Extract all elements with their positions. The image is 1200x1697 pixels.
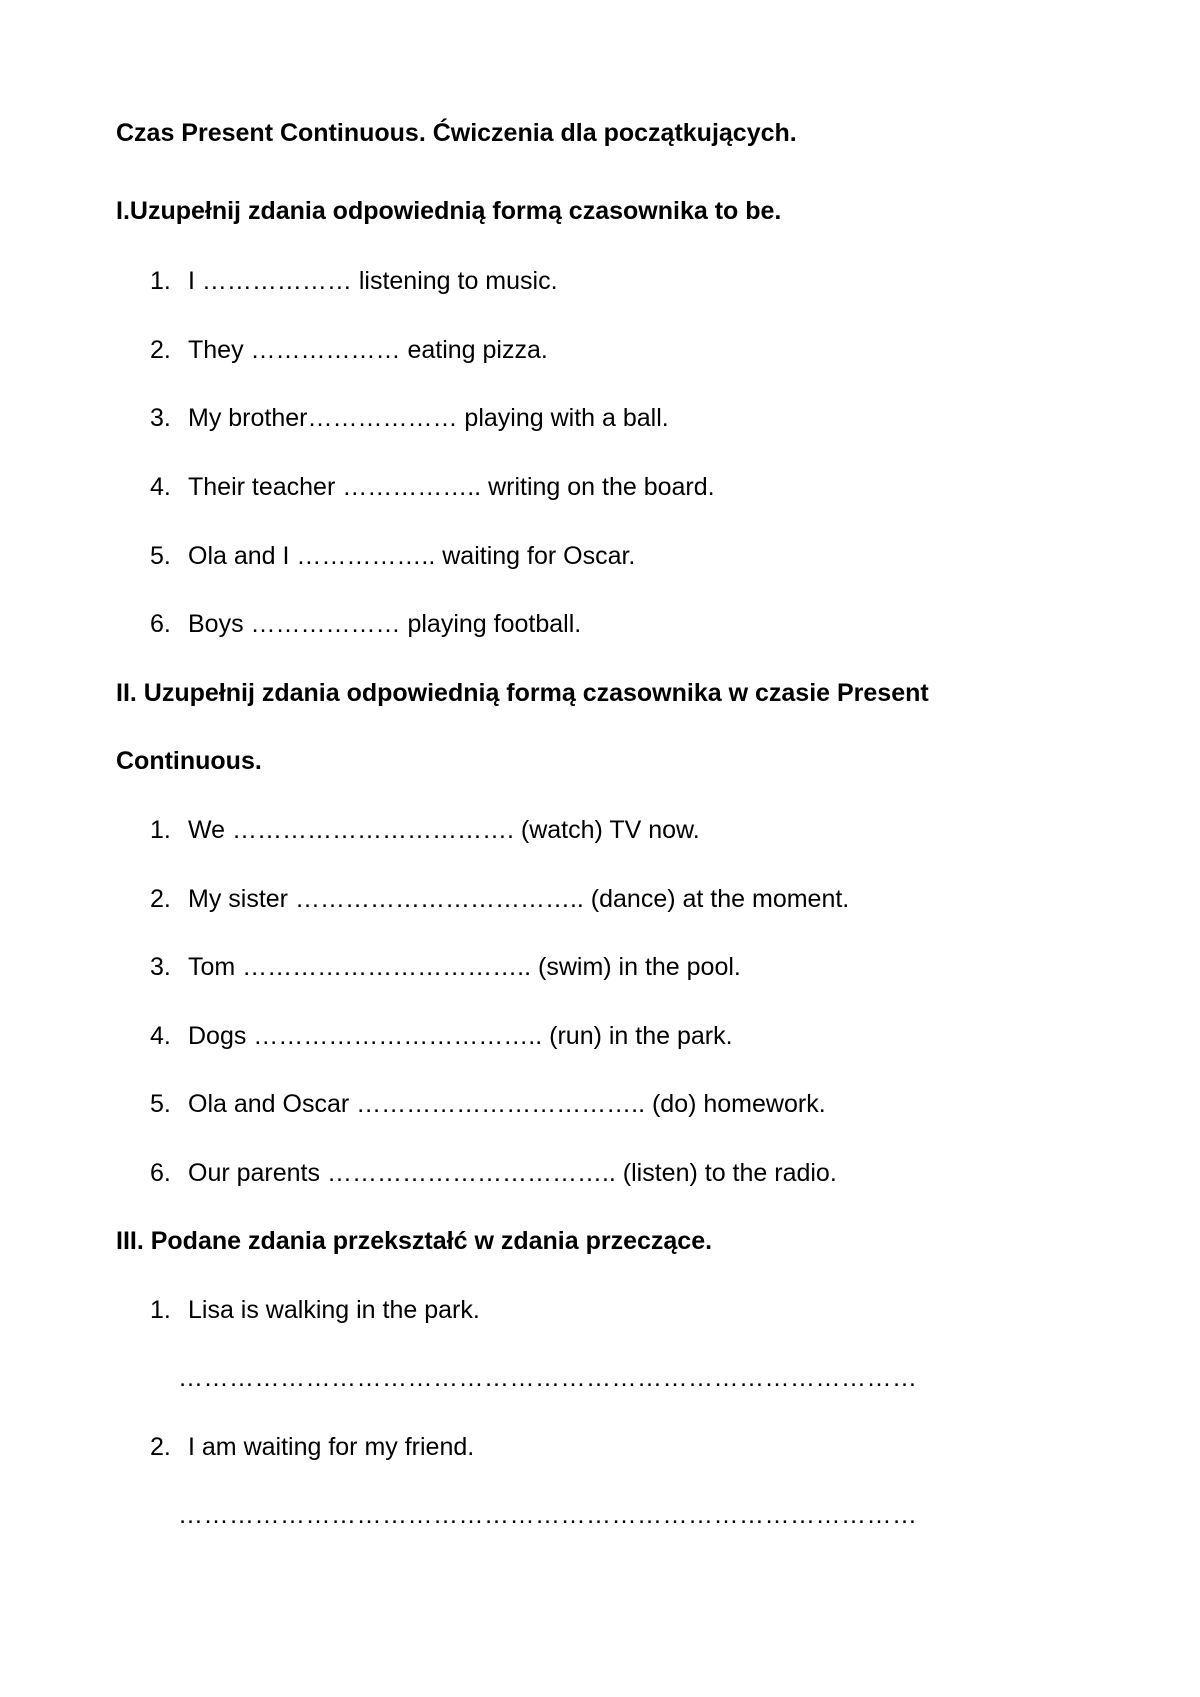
section-1-item-3 [150,403,669,433]
item-text: My sister …………………………….. (dance) at the moment. [188,885,850,913]
item-number: 1. [150,1296,171,1324]
item-number: 2. [150,1433,171,1461]
item-number: 4. [150,1022,171,1050]
item-text: We ……………………………. (watch) TV now. [188,816,700,844]
section-1-item-2 [150,335,548,365]
section-2-item-5 [150,1089,826,1119]
item-number: 4. [150,473,171,501]
item-text: Tom …………………………….. (swim) in the pool. [188,953,741,981]
section-2-item-2 [150,884,849,914]
item-number: 5. [150,1090,171,1118]
item-text: They ……………… eating pizza. [188,336,548,364]
item-text: Our parents …………………………….. (listen) to the radio. [188,1159,837,1187]
item-text: Dogs …………………………….. (run) in the park. [188,1022,733,1050]
item-number: 5. [150,542,171,570]
section-3-answer-line-1: …………………………………………………………………………… [178,1364,918,1392]
item-number: 1. [150,816,171,844]
section-2-item-6 [150,1158,837,1188]
item-number: 6. [150,1159,171,1187]
section-1-heading: I.Uzupełnij zdania odpowiednią formą czasownika to be. [116,197,782,225]
section-2-heading-line-1: II. Uzupełnij zdania odpowiednią formą czasownika w czasie Present [116,679,929,707]
section-1-item-4 [150,472,715,502]
item-text: Lisa is walking in the park. [188,1296,480,1324]
section-2-item-4 [150,1021,733,1051]
section-3-answer-line-2: …………………………………………………………………………… [178,1501,918,1529]
item-text: Their teacher …………….. writing on the board. [188,473,715,501]
item-number: 2. [150,885,171,913]
section-2-heading-line-2: Continuous. [116,747,262,775]
section-3-item-2 [150,1432,474,1462]
item-text: I ……………… listening to music. [188,267,558,295]
item-text: My brother……………… playing with a ball. [188,404,669,432]
item-text: Ola and Oscar …………………………….. (do) homework. [188,1090,826,1118]
item-number: 6. [150,610,171,638]
section-1-item-5 [150,541,635,571]
section-3-item-1 [150,1295,480,1325]
item-number: 3. [150,953,171,981]
item-number: 3. [150,404,171,432]
section-1-item-6 [150,609,581,639]
item-number: 1. [150,267,171,295]
item-text: Boys ……………… playing football. [188,610,582,638]
item-text: Ola and I …………….. waiting for Oscar. [188,542,636,570]
page-title: Czas Present Continuous. Ćwiczenia dla początkujących. [116,119,797,147]
section-3-heading: III. Podane zdania przekształć w zdania przeczące. [116,1227,713,1255]
section-2-item-1 [150,815,700,845]
item-text: I am waiting for my friend. [188,1433,475,1461]
section-1-item-1 [150,266,558,296]
section-2-item-3 [150,952,741,982]
item-number: 2. [150,336,171,364]
